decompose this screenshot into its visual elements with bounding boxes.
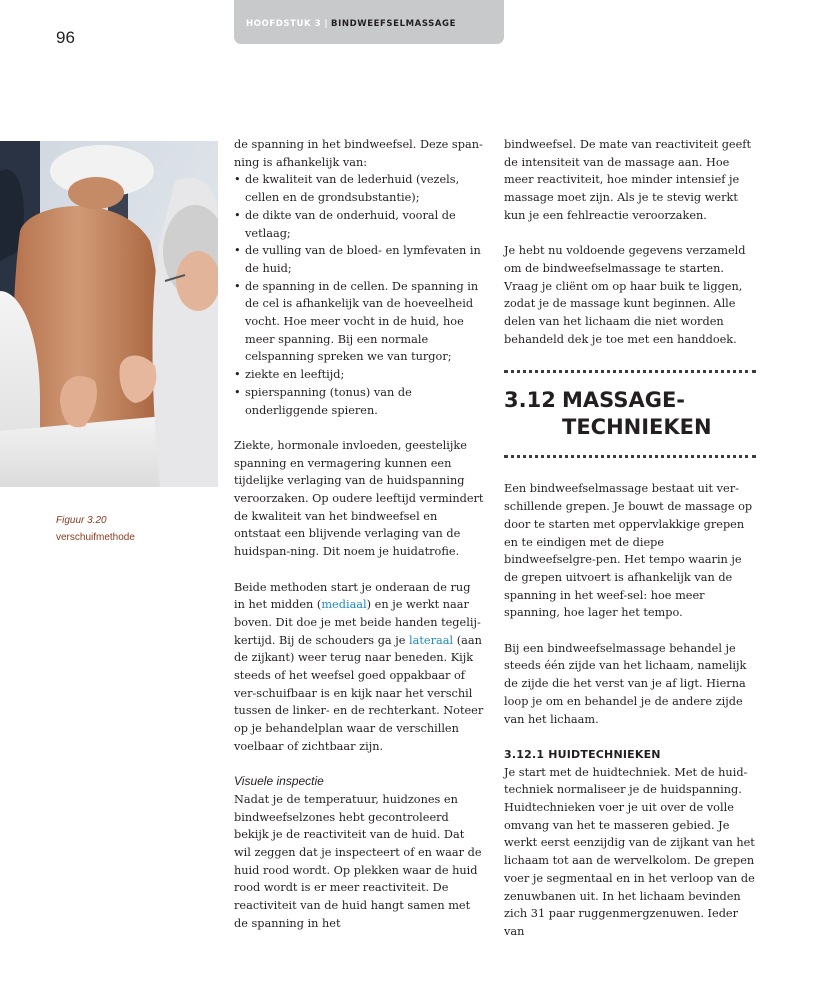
paragraph: Je start met de huidtechniek. Met de huid-techniek normaliseer je de huidspanning. Huidtechnieken voer je uit over de volle omvang van het te masseren gebied. Je werkt eerst eenzijdig van de zijkant van het lichaam tot aan de wervelkolom. De grepen voer je segmentaal en in het verloop van de zenuwbanen uit. In het lichaam bevinden zich 31 paar ruggenmergzenuwen. Ieder van [504, 765, 755, 938]
massage-photo [0, 141, 218, 487]
bullet-list [234, 171, 484, 419]
subsection-heading: 3.12.1 HUIDTECHNIEKEN [504, 747, 661, 761]
list-item: • de spanning in de cellen. De spanning in de cel is afhankelijk van de hoeveelheid vocht. Hoe meer vocht in de huid, hoe meer spanning. Bij een normale celspanning spreken we van turgor; [234, 278, 484, 367]
list-item: • de dikte van de onderhuid, vooral de vetlaag; [234, 207, 484, 242]
dotted-divider [504, 455, 756, 458]
section-title-line: MASSAGE- [562, 388, 686, 413]
paragraph [234, 579, 484, 756]
paragraph: Nadat je de temperatuur, huidzones en bindweefselzones hebt gecontroleerd bekijk je de reactiviteit van de huid. Dat wil zeggen dat je inspecteert of en waar de huid rood wordt. Op plekken waar de huid rood wordt is er meer reactiviteit. De reactiviteit van de huid hangt samen met de spanning in het [234, 792, 482, 930]
paragraph: Ziekte, hormonale invloeden, geestelijke spanning en vermagering kunnen een tijdelijke verlaging van de huidspanning veroorzaken. Op oudere leeftijd vermindert de kwaliteit van het bindweefsel en ontstaat een blijvende verlaging van de huidspan-ning. Dit noem je huidatrofie. [234, 438, 484, 559]
figure-caption [56, 512, 135, 546]
paragraph: bindweefsel. De mate van reactiviteit geeft de intensiteit van de massage aan. Hoe meer reactiviteit, hoe minder intensief je massage moet zijn. Als je te stevig werkt kun je een fehlreactie veroorzaken. [504, 138, 752, 222]
list-item: • spierspanning (tonus) van de onderliggende spieren. [234, 384, 484, 419]
paragraph: Bij een bindweefselmassage behandel je steeds één zijde van het lichaam, namelijk de zijde die het verst van je af ligt. Hierna loop je om en behandel je de andere zijde van het lichaam. [504, 641, 747, 726]
page-number: 96 [56, 28, 75, 47]
subheading-visuele-inspectie: Visuele inspectie [234, 774, 324, 789]
text-run: ) en je werkt naar boven. Dit doe je met beide handen tegelij-kertijd. Bij de schouders ga je [234, 598, 481, 647]
dotted-divider [504, 370, 756, 373]
text-column-middle [234, 136, 484, 933]
list-item: • ziekte en leeftijd; [234, 366, 484, 384]
chapter-tab [234, 0, 504, 44]
paragraph: Je hebt nu voldoende gegevens verzameld om de bindweefselmassage te starten. Vraag je cliënt om op haar buik te liggen, zodat je de massage kunt beginnen. Alle delen van het lichaam die niet worden behandeld dek je toe met een handdoek. [504, 244, 746, 346]
list-item: • de kwaliteit van de lederhuid (vezels, cellen en de grondsubstantie); [234, 171, 484, 206]
paragraph: Een bindweefselmassage bestaat uit ver-schillende grepen. Je bouwt de massage op door te starten met oppervlakkige grepen en te eindigen met de diepe bindweefselgre-pen. Het tempo waarin je de grepen uitvoert is afhankelijk van de spanning in het weef-sel: hoe meer spanning, hoe lager het tempo. [504, 482, 753, 620]
figure-text: verschuifmethode [56, 532, 135, 543]
section-title-line: TECHNIEKEN [562, 415, 712, 440]
section-title [562, 387, 712, 441]
section-number: 3.12 [504, 388, 556, 413]
text-run: (aan de zijkant) weer terug naar beneden. Kijk steeds of het weefsel goed oppakbaar of ver-schuifbaar is en kijk naar het verschil tussen de linker- en de rechterkant. Noteer op je behandelplan waar de verschillen voelbaar of zichtbaar zijn. [234, 633, 484, 753]
text-column-right [504, 136, 756, 941]
section-heading [504, 387, 756, 441]
term-link-mediaal[interactable]: mediaal [321, 598, 367, 612]
paragraph: de spanning in het bindweefsel. Deze span-ning is afhankelijk van: [234, 138, 483, 169]
chapter-label: HOOFDSTUK 3 [246, 19, 322, 29]
chapter-title: BINDWEEFSELMASSAGE [331, 19, 457, 29]
list-item: • de vulling van de bloed- en lymfevaten in de huid; [234, 242, 484, 277]
chapter-separator: | [324, 19, 329, 29]
text-run: Beide methoden start je onderaan de rug in het midden ( [234, 580, 471, 612]
term-link-lateraal[interactable]: lateraal [409, 633, 454, 647]
figure-label: Figuur 3.20 [56, 515, 107, 526]
